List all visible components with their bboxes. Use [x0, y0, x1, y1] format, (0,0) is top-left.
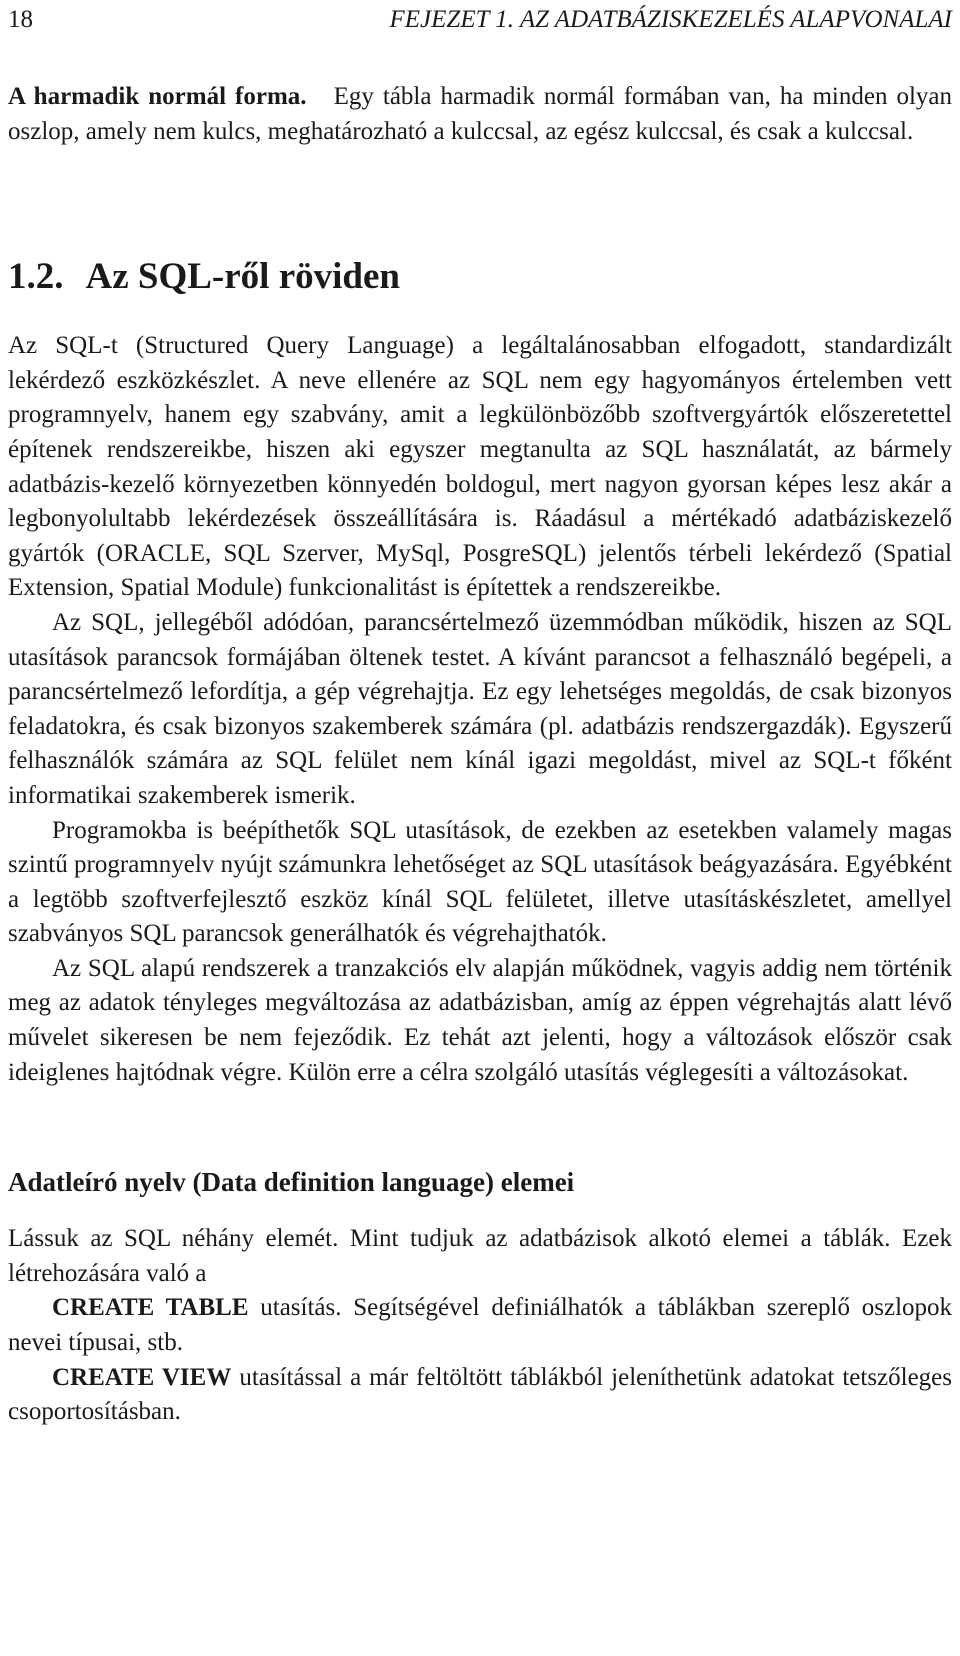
document-page [8, 0, 952, 1430]
body-paragraph: Programokba is beépíthetők SQL utasítások, de ezekben az esetekben valamely magas szintű programnyelv nyújt számunkra lehetőséget az SQL utasítások beágyazására. Egyébként a legtöbb szoftverfejlesztő eszköz kínál SQL felületet, illetve utasításkészletet, amellyel szabványos SQL parancsok generálhatók és végrehajthatók. [8, 816, 952, 948]
body-paragraph: Az SQL, jellegéből adódóan, parancsértelmező üzemmódban működik, hiszen az SQL utasítások parancsok formájában öltenek testet. A kívánt parancsot a felhasználó begépeli, a parancsértelmező lefordítja, a gép végrehajtja. Ez egy lehetséges megoldás, de csak bizonyos feladatokra, és csak bizonyos szakemberek számára (pl. adatbázis rendszergazdák). Egyszerű felhasználók számára az SQL felület nem kínál igazi megoldást, mivel az SQL-t főként informatikai szakemberek ismerik. [8, 608, 952, 809]
section-number: 1.2. [8, 256, 64, 298]
create-view-paragraph [8, 1361, 952, 1430]
section-heading [8, 255, 952, 299]
chapter-title: FEJEZET 1. AZ ADATBÁZISKEZELÉS ALAPVONALAI [389, 6, 952, 33]
section-title: Az SQL-ről röviden [85, 256, 400, 298]
third-normal-form-term: A harmadik normál forma. [8, 83, 307, 110]
create-table-text: utasítás. Segítségével definiálhatók a táblákban szereplő oszlopok nevei típusai, stb. [8, 1294, 953, 1357]
create-view-keyword: CREATE VIEW [52, 1363, 232, 1391]
running-header [8, 0, 952, 40]
third-normal-form-paragraph [8, 80, 952, 149]
body-paragraph: Az SQL-t (Structured Query Language) a legáltalánosabban elfogadott, standardizált lekérdező eszközkészlet. A neve ellenére az SQL nem egy hagyományos értelemben vett programnyelv, hanem egy szabvány, amit a legkülönbözőbb szoftvergyártók előszeretettel építenek rendszereikbe, hiszen aki egyszer megtanulta az SQL használatát, az bármely adatbázis-kezelő környezetben könnyedén boldogul, mert nagyon gyorsan képes lesz akár a legbonyolultabb lekérdezések összeállítására is. Ráadásul a mértékadó adatbáziskezelő gyártók (ORACLE, SQL Szerver, MySql, PosgreSQL) jelentős térbeli lekérdező (Spatial Extension, Spatial Module) funkcionalitást is építettek a rendszereikbe. [8, 332, 952, 602]
create-view-text: utasítással a már feltöltött táblákból jeleníthetünk adatokat tetszőleges csoportosításban. [8, 1363, 953, 1426]
page-number: 18 [8, 6, 33, 33]
subsection-intro: Lássuk az SQL néhány elemét. Mint tudjuk az adatbázisok alkotó elemei a táblák. Ezek létrehozására való a [8, 1225, 952, 1287]
third-normal-form-text: Egy tábla harmadik normál formában van, ha minden olyan oszlop, amely nem kulcs, meghatározható a kulccsal, az egész kulccsal, és csak a kulccsal. [8, 83, 953, 145]
create-table-keyword: CREATE TABLE [52, 1294, 249, 1322]
subsection-heading: Adatleíró nyelv (Data definition language) elemei [8, 1167, 575, 1198]
create-table-paragraph [8, 1291, 952, 1360]
body-paragraph: Az SQL alapú rendszerek a tranzakciós elv alapján működnek, vagyis addig nem történik meg az adatok tényleges megváltozása az adatbázisban, amíg az éppen végrehajtás alatt lévő művelet sikeresen be nem fejeződik. Ez tehát azt jelenti, hogy a változások először csak ideiglenes hajtódnak végre. Külön erre a célra szolgáló utasítás véglegesíti a változásokat. [8, 954, 952, 1086]
